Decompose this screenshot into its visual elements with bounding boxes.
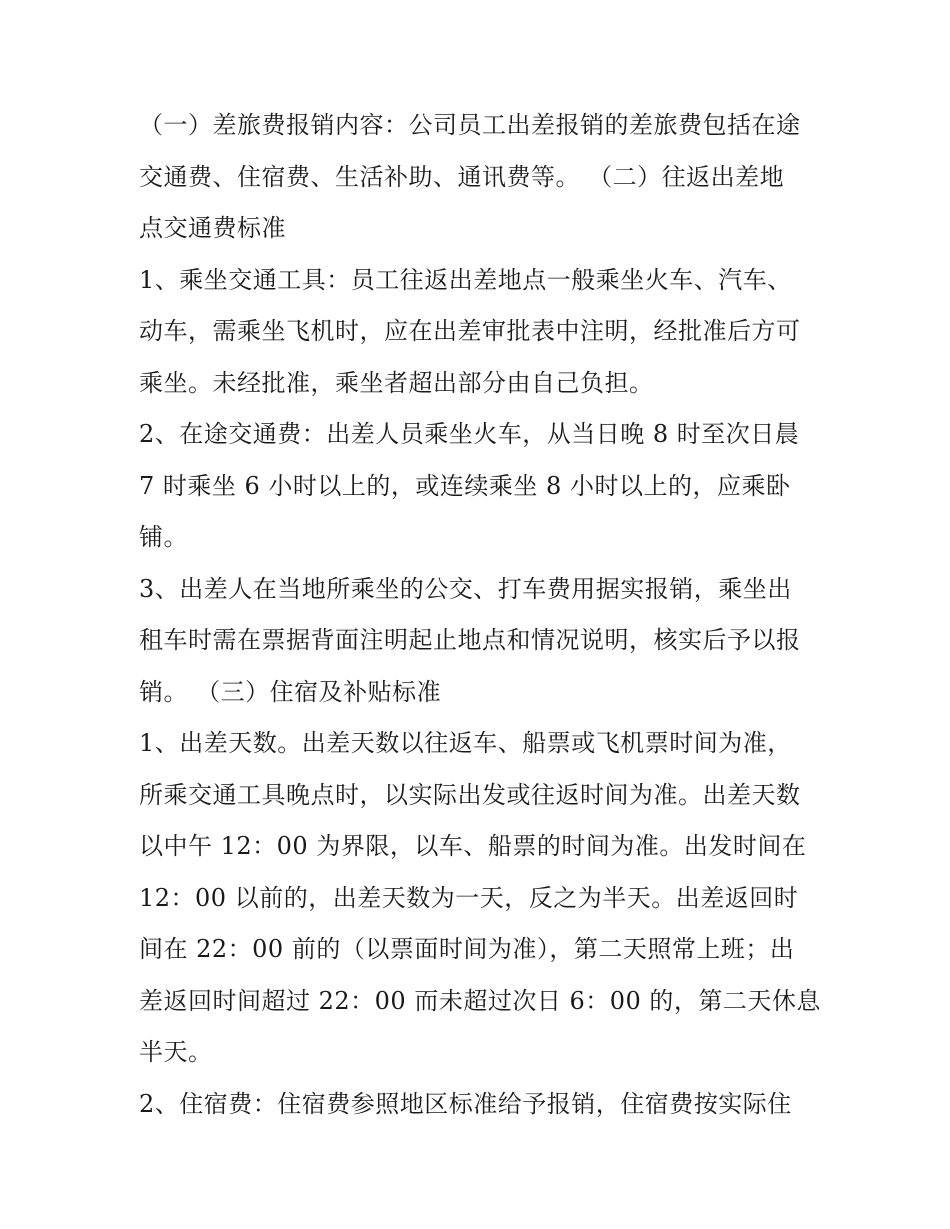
text-line: 租车时需在票据背面注明起止地点和情况说明，核实后予以报: [139, 626, 801, 654]
text-line: 3、出差人在当地所乘坐的公交、打车费用据实报销，乘坐出: [139, 574, 792, 603]
text-line: 铺。: [139, 523, 188, 551]
text-line: 半天。: [139, 1038, 213, 1066]
text-line: 交通费、住宿费、生活补助、通讯费等。 （二）往返出差地: [139, 162, 785, 191]
text-line: 1、乘坐交通工具：员工往返出差地点一般乘坐火车、汽车、: [139, 265, 792, 294]
text-line: 所乘交通工具晚点时，以实际出发或往返时间为准。出差天数: [139, 780, 801, 809]
text-line: 1、出差天数。出差天数以往返车、船票或飞机票时间为准，: [139, 729, 792, 757]
text-line: （一）差旅费报销内容：公司员工出差报销的差旅费包括在途: [139, 111, 801, 139]
text-line: 2、住宿费：住宿费参照地区标准给予报销，住宿费按实际住: [139, 1089, 792, 1118]
text-line: 以中午 12：00 为界限，以车、船票的时间为准。出发时间在: [139, 832, 807, 860]
text-line: 乘坐。未经批准，乘坐者超出部分由自己负担。: [139, 368, 654, 397]
text-line: 销。 （三）住宿及补贴标准: [139, 677, 442, 706]
text-line: 间在 22：00 前的（以票面时间为准），第二天照常上班；出: [139, 935, 795, 963]
document-body: [139, 100, 819, 1130]
text-line: 7 时乘坐 6 小时以上的，或连续乘坐 8 小时以上的，应乘卧: [139, 471, 791, 500]
text-line: 动车，需乘坐飞机时，应在出差审批表中注明，经批准后方可: [139, 317, 801, 345]
text-line: 2、在途交通费：出差人员乘坐火车，从当日晚 8 时至次日晨: [139, 420, 800, 448]
text-line: 12：00 以前的，出差天数为一天，反之为半天。出差返回时: [139, 883, 799, 912]
text-line: 点交通费标准: [139, 214, 286, 242]
text-line: 差返回时间超过 22：00 而未超过次日 6：00 的，第二天休息: [139, 986, 821, 1015]
